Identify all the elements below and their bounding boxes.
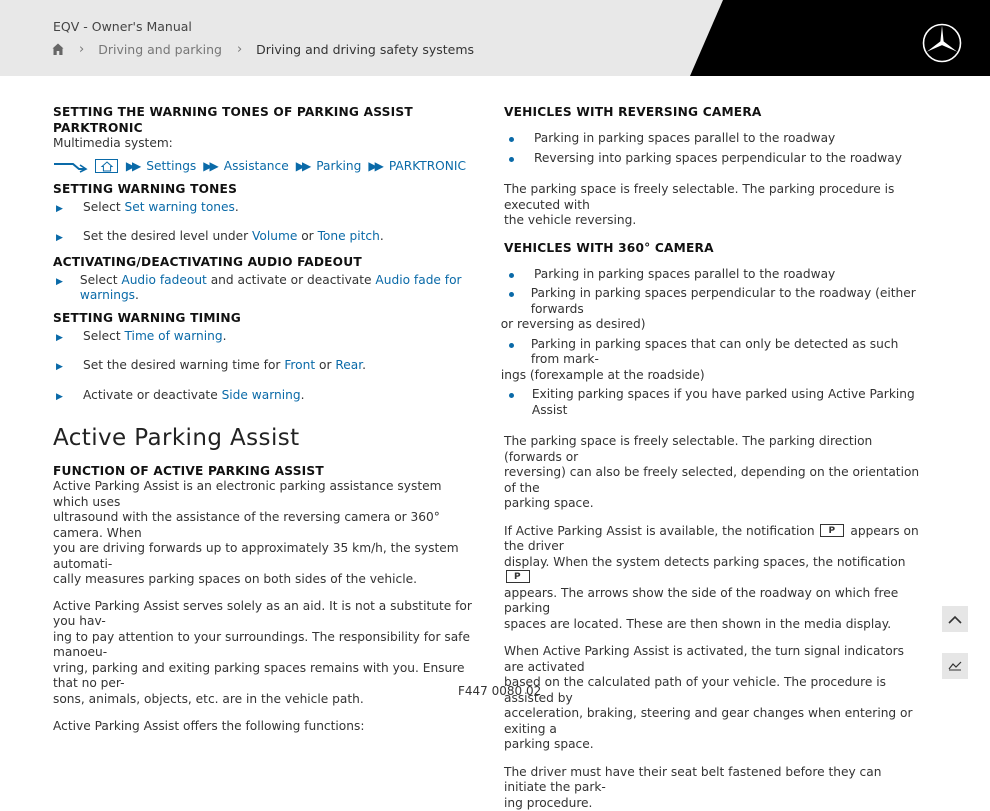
double-arrow-icon: ▶▶: [296, 159, 308, 173]
breadcrumb-item[interactable]: Driving and parking: [98, 42, 222, 57]
paragraph: The parking space is freely selectable. The parking direction (forwards or reversing) can also be freely selected, depending on the orientation of the parking space.: [504, 434, 924, 512]
chevron-right-icon: ›: [79, 42, 84, 57]
system-label: Multimedia system:: [53, 136, 473, 152]
section-heading: ACTIVATING/DEACTIVATING AUDIO FADEOUT: [53, 254, 473, 270]
paragraph: If Active Parking Assist is available, the notification P appears on the driver display. When the system detects parking spaces, the notification P appears. The arrows show the side of the roadway on which free parking spaces are located. These are then shown in the media display.: [504, 524, 924, 633]
breadcrumb-item-current[interactable]: Driving and driving safety systems: [256, 42, 474, 57]
paragraph: Active Parking Assist serves solely as an aid. It is not a substitute for you hav- ing to pay attention to your surroundings. The responsibility for safe manoeu- vring, parking and exiting parking spaces remains with you. Ensure that no per- sons, animals, objects, etc. are in the vehicle path.: [53, 599, 473, 708]
chevron-up-icon: [948, 615, 962, 624]
step-arrow-icon: ▶: [53, 273, 80, 291]
double-arrow-icon: ▶▶: [203, 159, 215, 173]
paragraph: Active Parking Assist is an electronic parking assistance system which uses ultrasound with the assistance of the reversing camera or 360° camera. When you are driving forwards up to approximately 35 km/h, the system automati- cally measures parking spaces on both sides of the vehicle.: [53, 479, 473, 588]
menu-parktronic[interactable]: PARKTRONIC: [389, 159, 466, 173]
paragraph: The driver must have their seat belt fastened before they can initiate the park- ing procedure.: [504, 765, 924, 811]
link-audio-fade-warnings[interactable]: Audio fade for warnings: [80, 273, 462, 303]
scroll-to-top-button[interactable]: [942, 606, 968, 632]
link-tone-pitch[interactable]: Tone pitch: [318, 229, 380, 243]
parking-notification-icon: [820, 524, 844, 537]
path-arrow-icon: [53, 159, 87, 173]
list-item: Reversing into parking spaces perpendicular to the roadway: [504, 151, 924, 167]
link-side-warning[interactable]: Side warning: [222, 388, 301, 402]
link-rear[interactable]: Rear: [335, 358, 362, 372]
section-heading: SETTING THE WARNING TONES OF PARKING ASSIST PARKTRONIC: [53, 104, 473, 136]
instruction-step: ▶ Select Audio fadeout and activate or deactivate Audio fade for warnings.: [53, 273, 473, 304]
step-arrow-icon: ▶: [53, 200, 83, 218]
mercedes-star-logo: [922, 23, 962, 63]
instruction-step: ▶ Activate or deactivate Side warning.: [53, 388, 473, 406]
right-column: [504, 104, 924, 811]
menu-path: [53, 155, 473, 177]
double-arrow-icon: ▶▶: [126, 159, 138, 173]
link-front[interactable]: Front: [284, 358, 315, 372]
chevron-right-icon: ›: [237, 42, 242, 57]
top-header: [0, 0, 990, 76]
figure-code: F447 0080 02: [458, 684, 541, 698]
parking-spaces-notification-icon: [506, 570, 530, 583]
paragraph: Active Parking Assist offers the following functions:: [53, 719, 473, 735]
instruction-step: ▶ Set the desired level under Volume or Tone pitch.: [53, 229, 473, 247]
list-item: Exiting parking spaces if you have parked using Active Parking Assist: [504, 387, 924, 418]
step-arrow-icon: ▶: [53, 229, 83, 247]
step-arrow-icon: ▶: [53, 329, 83, 347]
instruction-step: ▶ Select Set warning tones.: [53, 200, 473, 218]
step-arrow-icon: ▶: [53, 388, 83, 406]
list-item: Parking in parking spaces that can only be detected as such from mark- ings (forexample at the roadside): [504, 337, 924, 384]
section-heading: VEHICLES WITH REVERSING CAMERA: [504, 104, 924, 120]
step-arrow-icon: ▶: [53, 358, 83, 376]
paragraph: The parking space is freely selectable. The parking procedure is executed with the vehicle reversing.: [504, 182, 924, 229]
menu-assistance[interactable]: Assistance: [224, 159, 289, 173]
list-item: Parking in parking spaces parallel to the roadway: [504, 131, 924, 147]
menu-parking[interactable]: Parking: [316, 159, 361, 173]
page-icon-button[interactable]: [942, 653, 968, 679]
home-icon[interactable]: [52, 43, 64, 56]
link-set-warning-tones[interactable]: Set warning tones: [124, 200, 234, 214]
left-column: [53, 104, 473, 735]
section-heading: SETTING WARNING TONES: [53, 181, 473, 197]
list-item: Parking in parking spaces perpendicular to the roadway (either forwards or reversing as desired): [504, 286, 924, 333]
section-heading: SETTING WARNING TIMING: [53, 310, 473, 326]
page-title: Active Parking Assist: [53, 425, 473, 451]
manual-title: EQV - Owner's Manual: [53, 19, 192, 34]
link-audio-fadeout[interactable]: Audio fadeout: [121, 273, 206, 287]
instruction-step: ▶ Set the desired warning time for Front or Rear.: [53, 358, 473, 376]
double-arrow-icon: ▶▶: [368, 159, 380, 173]
link-volume[interactable]: Volume: [252, 229, 297, 243]
menu-settings[interactable]: Settings: [146, 159, 196, 173]
document-icon: [948, 661, 962, 671]
link-time-of-warning[interactable]: Time of warning: [124, 329, 222, 343]
section-heading: VEHICLES WITH 360° CAMERA: [504, 240, 924, 256]
list-item: Parking in parking spaces parallel to the roadway: [504, 267, 924, 283]
instruction-step: ▶ Select Time of warning.: [53, 329, 473, 347]
home-button-icon: [95, 159, 118, 173]
paragraph: When Active Parking Assist is activated, the turn signal indicators are activated based on the calculated path of your vehicle. The procedure is assisted by acceleration, braking, steering and gear changes when entering or exiting a parking space.: [504, 644, 924, 753]
section-heading: FUNCTION OF ACTIVE PARKING ASSIST: [53, 463, 473, 479]
breadcrumb: [52, 42, 474, 57]
